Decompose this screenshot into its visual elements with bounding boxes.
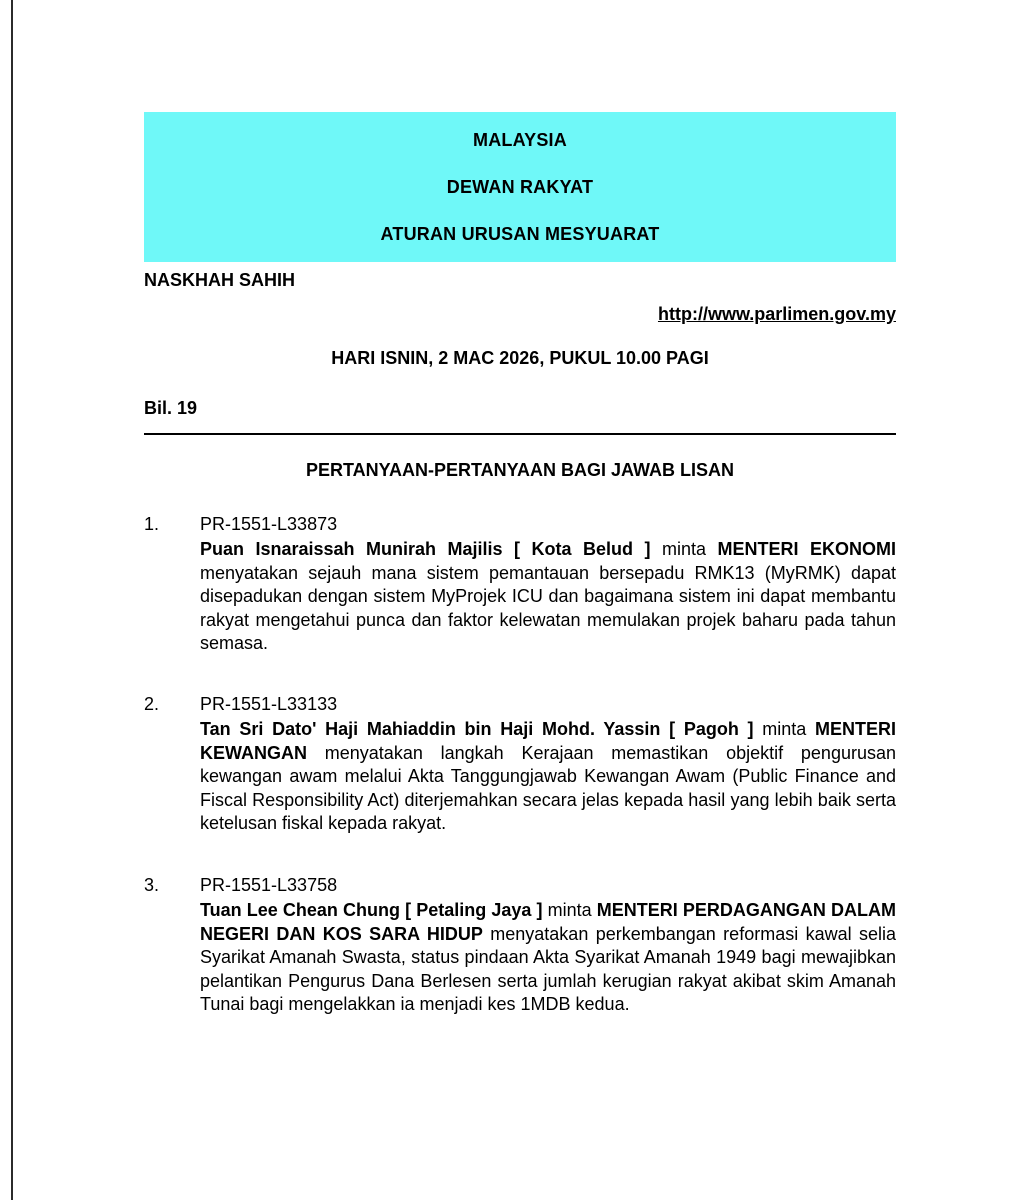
question-minister: MENTERI PERDAGANGAN DALAM NEGERI DAN KOS SARA HIDUP [200, 900, 896, 944]
header-title: ATURAN URUSAN MESYUARAT [380, 224, 660, 244]
question-text: menyatakan perkembangan reformasi kawal selia Syarikat Amanah Swasta, status pindaan Akta Syarikat Amanah 1949 bagi mewajibkan pelantikan Pengurus Dana Berlesen serta jumlah kerugian rakyat akibat skim Amanah Tunai bagi mengelakkan ia menjadi kes 1MDB kedua. [200, 923, 897, 1014]
question-number: 3. [144, 875, 160, 895]
session-date: HARI ISNIN, 2 MAC 2026, PUKUL 10.00 PAGI [331, 348, 709, 368]
question-text: menyatakan langkah Kerajaan memastikan objektif pengurusan kewangan awam melalui Akta Tanggungjawab Kewangan Awam (Public Finance and Fiscal Responsibility Act) diterjemahkan secara jelas kepada hasil yang lebih baik serta ketelusan fiskal kepada rakyat. [200, 742, 896, 833]
question-body [200, 718, 896, 836]
page-left-edge [11, 0, 13, 1200]
question-ref: PR-1551-L33758 [200, 875, 338, 895]
question-text: menyatakan sejauh mana sistem pemantauan bersepadu RMK13 (MyRMK) dapat disepadukan dengan sistem MyProjek ICU dan bagaimana sistem ini dapat membantu rakyat mengetahui punca dan faktor kelewatan memulakan projek baharu pada tahun semasa. [200, 562, 896, 653]
question-verb: minta [650, 539, 718, 559]
bil-number: Bil. 19 [144, 398, 198, 418]
section-title: PERTANYAAN-PERTANYAAN BAGI JAWAB LISAN [305, 460, 735, 480]
question-asker: Puan Isnaraissah Munirah Majilis [ Kota Belud ] [200, 539, 651, 559]
naskhah-label: NASKHAH SAHIH [144, 270, 296, 290]
question-ref: PR-1551-L33133 [200, 694, 338, 714]
question-asker: Tuan Lee Chean Chung [ Petaling Jaya ] [200, 900, 543, 920]
question-verb: minta [753, 719, 815, 739]
question-number: 1. [144, 514, 160, 534]
question-minister: MENTERI EKONOMI [717, 539, 896, 559]
parliament-link[interactable]: http://www.parlimen.gov.my [657, 304, 896, 324]
question-verb: minta [542, 900, 597, 920]
header-country: MALAYSIA [473, 130, 567, 150]
question-number: 2. [144, 694, 160, 714]
question-body [200, 538, 896, 656]
question-body [200, 899, 896, 1017]
header-house: DEWAN RAKYAT [446, 177, 594, 197]
question-ref: PR-1551-L33873 [200, 514, 338, 534]
header-banner [144, 112, 896, 262]
divider-rule [144, 433, 896, 435]
question-asker: Tan Sri Dato' Haji Mahiaddin bin Haji Mohd. Yassin [ Pagoh ] [200, 719, 754, 739]
question-minister: MENTERI KEWANGAN [200, 719, 896, 763]
